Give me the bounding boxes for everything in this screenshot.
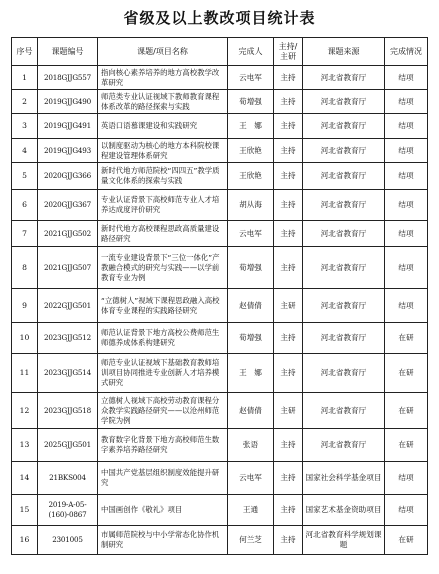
cell-person: 王欣艳 (228, 139, 274, 163)
table-row (12, 139, 428, 163)
cell-status: 在研 (385, 323, 428, 354)
cell-person: 荀增强 (228, 323, 274, 354)
table-row (12, 163, 428, 190)
cell-person: 何兰芝 (228, 526, 274, 555)
table-row (12, 462, 428, 495)
cell-code: 2019GJJG493 (38, 139, 98, 163)
cell-source: 河北省教育厅 (303, 163, 385, 190)
cell-code: 2020GJJG366 (38, 163, 98, 190)
cell-seq: 10 (12, 323, 38, 354)
cell-name: 一流专业建设背景下“三位一体化”产教融合模式的研究与实践——以学前教育专业为例 (98, 247, 228, 289)
project-table (11, 37, 428, 555)
cell-code: 2023GJJG512 (38, 323, 98, 354)
cell-role: 主持 (274, 114, 303, 139)
cell-source: 河北省教育厅 (303, 247, 385, 289)
cell-person: 云电军 (228, 66, 274, 90)
cell-source: 河北省教育科学规划课题 (303, 526, 385, 555)
cell-role: 主研 (274, 393, 303, 429)
cell-name: 指向核心素养培养的地方高校教学改革研究 (98, 66, 228, 90)
cell-person: 王 娜 (228, 114, 274, 139)
header-person: 完成人 (228, 38, 274, 66)
cell-source: 河北省教育厅 (303, 139, 385, 163)
cell-source: 河北省教育厅 (303, 393, 385, 429)
table-row (12, 221, 428, 247)
cell-name: 中国共产党基层组织制度效能提升研究 (98, 462, 228, 495)
cell-status: 结项 (385, 139, 428, 163)
cell-person: 云电军 (228, 462, 274, 495)
cell-name: 新时代地方师范院校“四四五”教学质量文化体系的探索与实践 (98, 163, 228, 190)
cell-code: 2020GJJG367 (38, 190, 98, 221)
cell-role: 主持 (274, 429, 303, 462)
cell-code: 2023GJJG518 (38, 393, 98, 429)
table-row (12, 429, 428, 462)
table-row (12, 190, 428, 221)
cell-name: 教育数字化背景下地方高校师范生数字素养培养路径研究 (98, 429, 228, 462)
cell-source: 河北省教育厅 (303, 323, 385, 354)
cell-source: 河北省教育厅 (303, 190, 385, 221)
cell-seq: 15 (12, 495, 38, 526)
page-title: 省级及以上教改项目统计表 (123, 9, 316, 27)
cell-status: 在研 (385, 354, 428, 393)
cell-seq: 9 (12, 289, 38, 323)
cell-name: 师范类专业认证视域下教师教育课程体系改革的路径探索与实践 (98, 90, 228, 114)
cell-role: 主研 (274, 289, 303, 323)
cell-role: 主持 (274, 247, 303, 289)
cell-role: 主持 (274, 495, 303, 526)
cell-name: 英语口语慕课建设和实践研究 (98, 114, 228, 139)
cell-source: 河北省教育厅 (303, 289, 385, 323)
header-status: 完成情况 (385, 38, 428, 66)
cell-role: 主持 (274, 163, 303, 190)
cell-role: 主持 (274, 221, 303, 247)
table-row (12, 90, 428, 114)
header-role: 主持/主研 (274, 38, 303, 66)
cell-status: 结项 (385, 163, 428, 190)
cell-code: 2022GJJG501 (38, 289, 98, 323)
cell-person: 张语 (228, 429, 274, 462)
cell-person: 荀增强 (228, 247, 274, 289)
cell-code: 2019GJJG490 (38, 90, 98, 114)
table-row (12, 526, 428, 555)
header-name: 课题/项目名称 (98, 38, 228, 66)
cell-status: 结项 (385, 221, 428, 247)
header-code: 课题编号 (38, 38, 98, 66)
cell-status: 在研 (385, 526, 428, 555)
cell-seq: 6 (12, 190, 38, 221)
cell-role: 主持 (274, 354, 303, 393)
cell-seq: 12 (12, 393, 38, 429)
cell-seq: 1 (12, 66, 38, 90)
table-row (12, 114, 428, 139)
header-seq: 序号 (12, 38, 38, 66)
cell-code: 2023GJJG514 (38, 354, 98, 393)
cell-seq: 13 (12, 429, 38, 462)
cell-code: 2025GJJG501 (38, 429, 98, 462)
cell-name: 新时代地方高校课程思政高质量建设路径研究 (98, 221, 228, 247)
cell-status: 结项 (385, 66, 428, 90)
cell-seq: 16 (12, 526, 38, 555)
cell-person: 王通 (228, 495, 274, 526)
cell-source: 国家社会科学基金项目 (303, 462, 385, 495)
cell-role: 主持 (274, 66, 303, 90)
table-row (12, 323, 428, 354)
table-row (12, 66, 428, 90)
cell-status: 结项 (385, 247, 428, 289)
cell-person: 胡从海 (228, 190, 274, 221)
cell-seq: 3 (12, 114, 38, 139)
cell-source: 国家艺术基金资助项目 (303, 495, 385, 526)
cell-status: 结项 (385, 495, 428, 526)
cell-seq: 8 (12, 247, 38, 289)
cell-source: 河北省教育厅 (303, 354, 385, 393)
cell-role: 主持 (274, 190, 303, 221)
cell-code: 2018GJJG557 (38, 66, 98, 90)
cell-person: 云电军 (228, 221, 274, 247)
cell-name: “立德树人”视域下课程思政融入高校体育专业课程的实践路径研究 (98, 289, 228, 323)
cell-name: 立德树人视域下高校劳动教育课程分众教学实践路径研究——以沧州师范学院为例 (98, 393, 228, 429)
cell-code: 2021GJJG507 (38, 247, 98, 289)
cell-code: 21BKS004 (38, 462, 98, 495)
cell-code: 2019GJJG491 (38, 114, 98, 139)
cell-role: 主持 (274, 323, 303, 354)
cell-status: 结项 (385, 114, 428, 139)
cell-role: 主持 (274, 462, 303, 495)
cell-role: 主持 (274, 526, 303, 555)
cell-seq: 2 (12, 90, 38, 114)
cell-person: 赵倩倩 (228, 289, 274, 323)
cell-status: 结项 (385, 90, 428, 114)
table-row (12, 354, 428, 393)
cell-status: 在研 (385, 393, 428, 429)
cell-source: 河北省教育厅 (303, 90, 385, 114)
cell-name: 专业认证背景下高校师范专业人才培养达成度评价研究 (98, 190, 228, 221)
cell-source: 河北省教育厅 (303, 221, 385, 247)
cell-seq: 4 (12, 139, 38, 163)
cell-person: 王欣艳 (228, 163, 274, 190)
header-row (12, 38, 428, 66)
cell-source: 河北省教育厅 (303, 114, 385, 139)
cell-status: 结项 (385, 190, 428, 221)
cell-source: 河北省教育厅 (303, 429, 385, 462)
cell-person: 赵倩倩 (228, 393, 274, 429)
cell-name: 中国画创作《敬礼》项目 (98, 495, 228, 526)
cell-code: 2021GJJG502 (38, 221, 98, 247)
cell-role: 主持 (274, 90, 303, 114)
table-row (12, 393, 428, 429)
table-row (12, 247, 428, 289)
cell-seq: 5 (12, 163, 38, 190)
table-row (12, 289, 428, 323)
cell-name: 师范认证背景下地方高校公费师范生师德养成体系构建研究 (98, 323, 228, 354)
cell-person: 王 娜 (228, 354, 274, 393)
table-row (12, 495, 428, 526)
cell-name: 市属师范院校与中小学常态化协作机制研究 (98, 526, 228, 555)
cell-seq: 14 (12, 462, 38, 495)
header-source: 课题来源 (303, 38, 385, 66)
cell-status: 结项 (385, 462, 428, 495)
cell-role: 主持 (274, 139, 303, 163)
cell-seq: 11 (12, 354, 38, 393)
cell-seq: 7 (12, 221, 38, 247)
cell-code: 2301005 (38, 526, 98, 555)
cell-name: 师范专业认证视域下基础教育教师培训项目协同推进专业创新人才培养模式研究 (98, 354, 228, 393)
cell-source: 河北省教育厅 (303, 66, 385, 90)
cell-status: 在研 (385, 429, 428, 462)
cell-person: 荀增强 (228, 90, 274, 114)
cell-code: 2019-A-05-(160)-0867 (38, 495, 98, 526)
cell-status: 结项 (385, 289, 428, 323)
cell-name: 以制度驱动为核心的地方本科院校课程建设管理体系研究 (98, 139, 228, 163)
